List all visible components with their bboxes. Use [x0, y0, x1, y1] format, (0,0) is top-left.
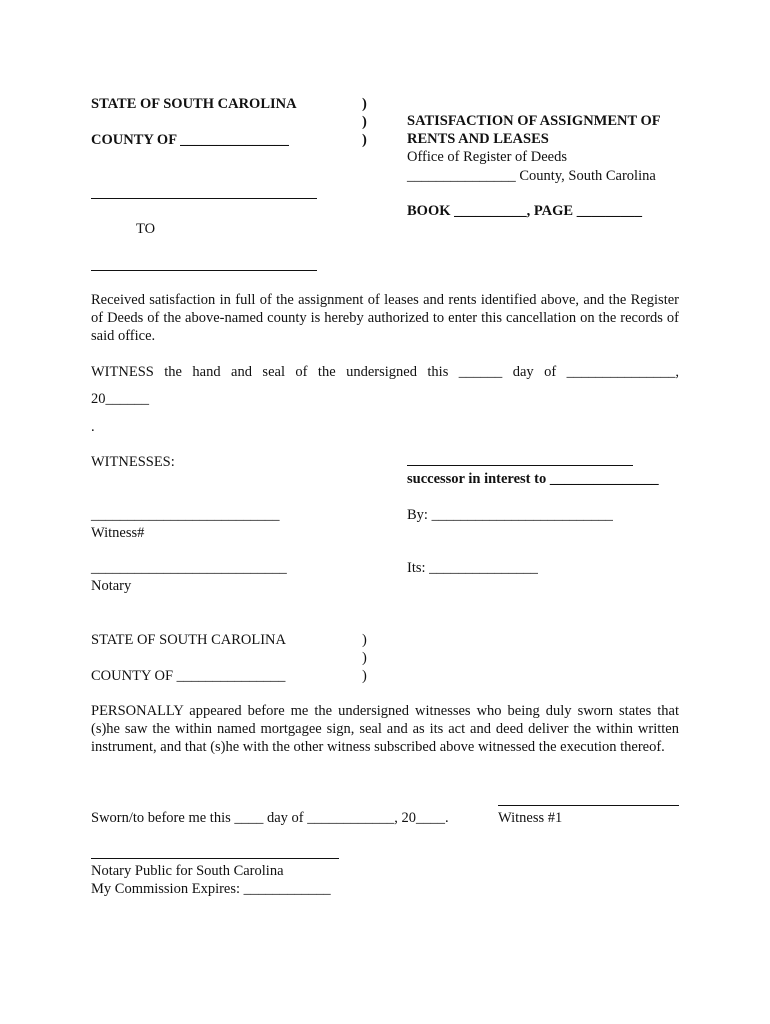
its-line: Its: _______________	[407, 560, 538, 576]
ack-paren-1: )	[362, 632, 367, 648]
ack-county-heading: COUNTY OF _______________	[91, 668, 286, 684]
book-page-line: BOOK __________, PAGE _________	[407, 203, 642, 219]
document-title-line2: RENTS AND LEASES	[407, 131, 549, 147]
document-title-line1: SATISFACTION OF ASSIGNMENT OF	[407, 113, 661, 129]
notary-public-signature-line	[91, 858, 339, 859]
successor-line: successor in interest to _______________	[407, 471, 659, 487]
commission-expires-line: My Commission Expires: ____________	[91, 881, 331, 897]
witness-hand-seal-line: WITNESS the hand and seal of the undersigned this ______ day of _______________,	[91, 364, 679, 380]
county-sc-line: _______________ County, South Carolina	[407, 168, 656, 184]
office-line: Office of Register of Deeds	[407, 149, 567, 165]
notary-label: Notary	[91, 578, 132, 594]
assignee-signature-line	[91, 270, 317, 271]
year-line: 20______	[91, 391, 149, 407]
witnesses-label: WITNESSES:	[91, 454, 175, 470]
successor-signature-line	[407, 465, 633, 466]
assignor-signature-line	[91, 198, 317, 199]
notary-blank: ___________________________	[91, 560, 287, 576]
notary-public-label: Notary Public for South Carolina	[91, 863, 284, 879]
witness1-signature-line	[498, 805, 679, 806]
satisfaction-paragraph: Received satisfaction in full of the assignment of leases and rents identified above, and the Register of Deeds of the above-named county is hereby authorized to enter this cancellation on the records of said office.	[91, 292, 679, 344]
ack-paren-3: )	[362, 668, 367, 684]
state-heading: STATE OF SOUTH CAROLINA	[91, 96, 297, 112]
by-line: By: _________________________	[407, 507, 613, 523]
ack-paren-2: )	[362, 650, 367, 666]
caption-paren-1: )	[362, 96, 367, 112]
sworn-line: Sworn/to before me this ____ day of ____________, 20____.	[91, 810, 449, 826]
witness-blank: __________________________	[91, 507, 280, 523]
caption-paren-3: )	[362, 132, 367, 148]
witness-label: Witness#	[91, 525, 145, 541]
period-mark: .	[91, 419, 95, 435]
caption-paren-2: )	[362, 114, 367, 130]
ack-state-heading: STATE OF SOUTH CAROLINA	[91, 632, 286, 648]
county-heading: COUNTY OF _______________	[91, 132, 289, 148]
to-label: TO	[136, 221, 156, 237]
witness1-label: Witness #1	[498, 810, 563, 826]
personally-appeared-paragraph: PERSONALLY appeared before me the undersigned witnesses who being duly sworn states that (s)he saw the within named mortgagee sign, seal and as its act and deed deliver the within written instrument, and that (s)he with the other witness subscribed above witnessed the execution thereof.	[91, 703, 679, 755]
